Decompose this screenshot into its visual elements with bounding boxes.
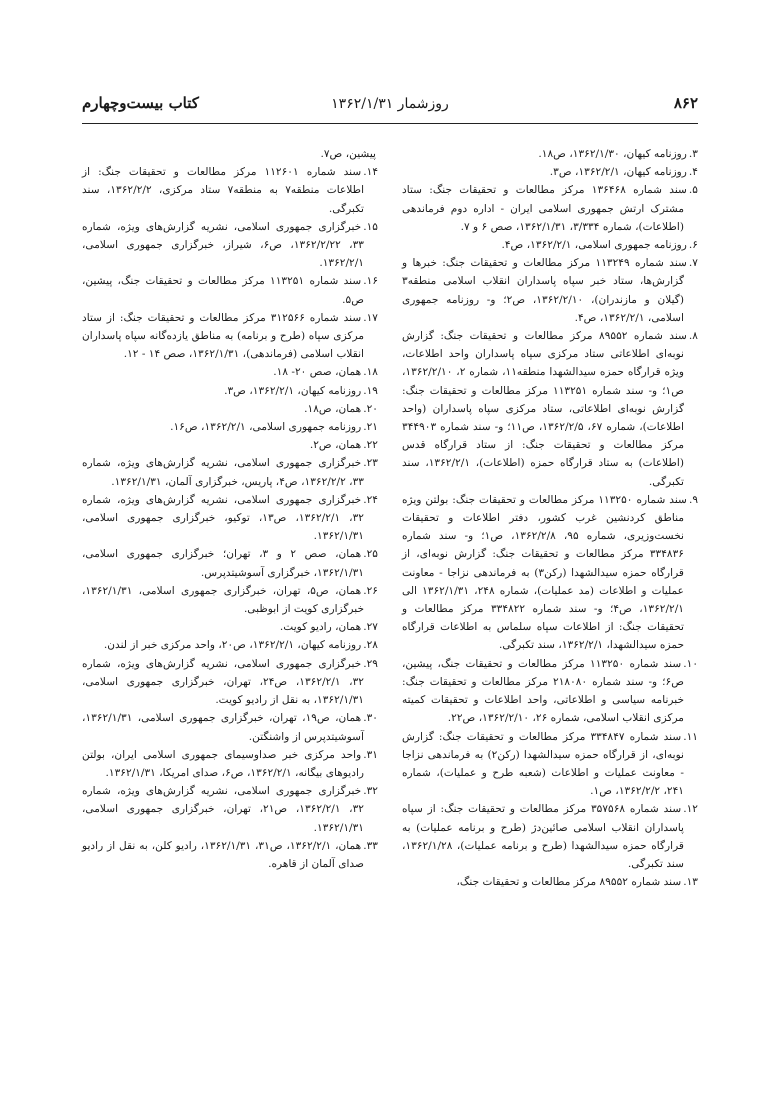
footnote-number: ۱۷.	[363, 311, 378, 324]
footnote	[402, 254, 698, 327]
footnote	[82, 382, 378, 400]
footnote	[82, 400, 378, 418]
footnote	[402, 491, 698, 655]
footnote	[402, 236, 698, 254]
footnote-number: ۴.	[688, 166, 698, 179]
footnote-number: ۲۱.	[363, 421, 378, 434]
footnote-number: ۱۲.	[683, 803, 698, 816]
footnote	[402, 181, 698, 236]
footnote	[402, 655, 698, 728]
footnote-number: ۱۹.	[363, 384, 378, 397]
footnote-text: همان، ص۱۸.	[304, 402, 362, 415]
footnote-text: خبرگزاری جمهوری اسلامی، نشریه گزارش‌های ویژه، شماره ۳۲، ۱۳۶۲/۲/۱، ص۱۳، توکیو، خبرگزاری جمهوری اسلامی، ۱۳۶۲/۱/۳۱.	[82, 493, 364, 543]
footnote-text: همان، ص۱۹، تهران، خبرگزاری جمهوری اسلامی، ۱۳۶۲/۱/۳۱، آسوشیتدپرس از واشنگتن.	[82, 712, 364, 743]
footnote	[82, 545, 378, 581]
footnote-number: ۱۵.	[363, 220, 378, 233]
footnote-number: ۲۵.	[363, 548, 378, 561]
footnote-text: واحد مرکزی خبر صداوسیمای جمهوری اسلامی ایران، بولتن رادیوهای بیگانه، ۱۳۶۲/۲/۱، ص۶، صدای امریکا، ۱۳۶۲/۱/۳۱.	[82, 748, 364, 779]
footnote-text: همان، رادیو کویت.	[279, 621, 362, 634]
footnote-number: ۲۶.	[363, 584, 378, 597]
footnote-text: سند شماره ۳۱۲۵۶۶ مرکز مطالعات و تحقیقات جنگ: از ستاد مرکزی سپاه (طرح و برنامه) به مناطق یازده‌گانه سپاه پاسداران انقلاب اسلامی (فرماندهی)، ۱۳۶۲/۱/۳۱، صص ۱۴ - ۱۲.	[82, 311, 364, 361]
footnote-text: خبرگزاری جمهوری اسلامی، نشریه گزارش‌های ویژه، شماره ۳۲، ۱۳۶۲/۲/۱، ص۲۴، تهران، خبرگزاری جمهوری اسلامی، ۱۳۶۲/۱/۳۱، به نقل از رادیو کویت.	[82, 657, 364, 707]
footnote-text: روزنامه کیهان، ۱۳۶۲/۲/۱، ص۳.	[224, 384, 362, 397]
footnote	[82, 454, 378, 490]
footnote-text: روزنامه کیهان، ۱۳۶۲/۱/۳۰، ص۱۸.	[538, 148, 687, 160]
footnote-text: سند شماره ۳۳۴۸۴۷ مرکز مطالعات و تحقیقات جنگ: گزارش نوبه‌ای، از قرارگاه حمزه سیدالشهدا (رکن۲) به فرماندهی نزاجا - معاونت عملیات و اطلاعات (شعبه طرح و عملیات)، شماره ۲۴۱، ۱۳۶۲/۲/۲، ص۱.	[402, 730, 684, 798]
footnote-text: سند شماره ۳۵۷۵۶۸ مرکز مطالعات و تحقیقات جنگ: از سپاه پاسداران انقلاب اسلامی صائین‌دژ (طرح و برنامه عملیات) به قرارگاه حمزه سیدالشهدا (طرح و برنامه عملیات)، ۱۳۶۲/۱/۲۸، سند تکبرگی.	[402, 803, 684, 870]
footnote-number: ۱۳.	[683, 876, 698, 889]
footnote	[402, 800, 698, 873]
footnote-number: ۲۰.	[363, 402, 378, 415]
footnote	[82, 782, 378, 837]
footnote-text: سند شماره ۸۹۵۵۲ مرکز مطالعات و تحقیقات جنگ: گزارش نوبه‌ای اطلاعاتی ستاد مرکزی سپاه پاسداران واحد اطلاعات، ویژه قرارگاه حمزه سیدالشهدا منطقه۱۱، شماره ۲، ۱۳۶۲/۲/۱۰، ص۱؛ و- سند شماره ۱۱۳۲۵۱ مرکز مطالعات و تحقیقات جنگ: گزارش نوبه‌ای اطلاعاتی، ستاد مرکزی سپاه پاسداران (واحد اطلاعات)، شماره ۶۷، ۱۳۶۲/۲/۵، ص۱۱؛ و- سند شماره ۳۴۴۹۰۳ مرکز مطالعات و تحقیقات جنگ: از ستاد قرارگاه قدس (اطلاعات) به ستاد قرارگاه حمزه (اطلاعات)، ۱۳۶۲/۲/۱، سند تکبرگی.	[402, 330, 687, 488]
footnote	[82, 218, 378, 273]
footnote	[82, 272, 378, 308]
footnote	[82, 418, 378, 436]
footnote	[82, 491, 378, 546]
footnote-text: همان، صص ۲ و ۳، تهران؛ خبرگزاری جمهوری اسلامی، ۱۳۶۲/۱/۳۱، خبرگزاری آسوشیتدپرس.	[82, 548, 364, 579]
footnote-number: ۲۲.	[363, 439, 378, 452]
page-number: ۸۶۲	[673, 94, 698, 112]
footnote-number: ۳۰.	[363, 712, 378, 725]
footnote	[82, 636, 378, 654]
footnote-number: ۱۴.	[363, 166, 379, 179]
footnote-number: ۳۲.	[363, 785, 378, 798]
footnote	[82, 436, 378, 454]
footnote	[82, 363, 378, 381]
footnote-text: روزنامه کیهان، ۱۳۶۲/۲/۱، ص۲۰، واحد مرکزی خبر از لندن.	[103, 639, 362, 652]
footnotes-left-column	[82, 145, 378, 873]
footnote	[402, 728, 698, 801]
footnote	[82, 746, 378, 782]
footnote-number: ۳۱.	[363, 748, 378, 761]
footnote	[82, 837, 378, 873]
running-title: روزشمار ۱۳۶۲/۱/۳۱	[331, 96, 449, 112]
footnote-text: خبرگزاری جمهوری اسلامی، نشریه گزارش‌های ویژه، شماره ۳۳، ۱۳۶۲/۲/۲۲، ص۶، شیراز، خبرگزاری جمهوری اسلامی، ۱۳۶۲/۲/۱.	[82, 220, 364, 270]
footnote	[402, 873, 698, 891]
footnote	[82, 655, 378, 710]
footnote-text: سند شماره ۱۱۳۲۵۱ مرکز مطالعات و تحقیقات جنگ، پیشین، ص۵.	[82, 275, 364, 306]
footnote-text: روزنامه جمهوری اسلامی، ۱۳۶۲/۲/۱، ص۴.	[501, 239, 687, 252]
footnote-text: روزنامه جمهوری اسلامی، ۱۳۶۲/۲/۱، ص۱۶.	[170, 421, 362, 434]
footnote-number: ۷.	[688, 257, 698, 270]
footnote-number: ۲۸.	[363, 639, 378, 652]
footnotes-right-column	[402, 145, 698, 891]
footnote-number: ۸.	[688, 330, 698, 343]
footnote-number: ۲۴.	[363, 493, 378, 506]
footnote-number: ۱۰.	[683, 657, 699, 670]
footnote	[82, 145, 378, 163]
footnote-number: ۳۳.	[363, 839, 378, 852]
footnote-number: ۱۸.	[363, 366, 378, 379]
footnote	[82, 582, 378, 618]
footnote-text: روزنامه کیهان، ۱۳۶۲/۲/۱، ص۳.	[549, 166, 687, 179]
footnote-text: سند شماره ۱۱۳۲۵۰ مرکز مطالعات و تحقیقات جنگ: بولتن ویژه مناطق کردنشین غرب کشور، دفتر اطلاعات و تحقیقات نخست‌وزیری، شماره ۹۵، ۱۳۶۲/۲/۸، ص۱؛ و- سند شماره ۳۳۴۸۳۶ مرکز مطالعات و تحقیقات جنگ: گزارش نوبه‌ای، از قرارگاه حمزه سیدالشهدا (رکن۳) به فرماندهی نزاجا - معاونت عملیات و اطلاعات (مد عملیات)، شماره ۲۴۸، ۱۳۶۲/۱/۳۱ الی ۱۳۶۲/۲/۱، ص۴؛ و- سند شماره ۳۳۴۸۲۲ مرکز مطالعات و تحقیقات جنگ: از اطلاعات سپاه سلماس به اطلاعات قرارگاه حمزه سیدالشهدا، ۱۳۶۲/۲/۱، سند تکبرگی.	[402, 493, 687, 652]
footnote-number: ۱۱.	[683, 730, 698, 743]
footnote-number: ۱۶.	[363, 275, 379, 288]
footnote-number: ۹.	[688, 493, 699, 506]
footnote-text: همان، ص۲.	[309, 439, 362, 452]
footnote-text: سند شماره ۱۱۲۶۰۱ مرکز مطالعات و تحقیقات جنگ: از اطلاعات منطقه۷ به منطقه۷ ستاد مرکزی، ۱۳۶۲/۲/۲، سند تکبرگی.	[82, 166, 365, 215]
footnote-text: همان، صص ۲۰- ۱۸.	[273, 366, 362, 379]
footnote	[82, 618, 378, 636]
footnote-number: ۳.	[688, 148, 698, 160]
footnote-text: سند شماره ۸۹۵۵۲ مرکز مطالعات و تحقیقات جنگ،	[456, 876, 682, 889]
footnote	[402, 163, 698, 181]
footnote-text: سند شماره ۱۱۳۲۵۰ مرکز مطالعات و تحقیقات جنگ، پیشین، ص۶؛ و- سند شماره ۲۱۸۰۸۰ مرکز مطالعات و تحقیقات جنگ: خبرنامه سیاسی و اطلاعاتی، واحد اطلاعات و تحقیقات کمیته مرکزی انقلاب اسلامی، شماره ۲۶، ۱۳۶۲/۲/۱۰، ص۲۲.	[402, 657, 684, 725]
footnote-number: ۲۹.	[363, 657, 378, 670]
page-header	[82, 92, 698, 120]
footnote-text: خبرگزاری جمهوری اسلامی، نشریه گزارش‌های ویژه، شماره ۳۲، ۱۳۶۲/۲/۱، ص۲۱، تهران، خبرگزاری جمهوری اسلامی، ۱۳۶۲/۱/۳۱.	[82, 785, 364, 834]
footnote-number: ۲۳.	[363, 457, 378, 470]
footnote	[82, 309, 378, 364]
footnote-text: همان، ص۵، تهران، خبرگزاری جمهوری اسلامی، ۱۳۶۲/۱/۳۱، خبرگزاری کویت از ابوظبی.	[82, 584, 364, 616]
footnote	[82, 163, 378, 218]
footnote-text: سند شماره ۱۳۶۴۶۸ مرکز مطالعات و تحقیقات جنگ: ستاد مشترک ارتش جمهوری اسلامی ایران - اداره دوم فرماندهی (اطلاعات)، شماره ۳/۳۳۴، ۱۳۶۲/۱/۳۱، صص ۶ و ۷.	[402, 184, 687, 233]
footnote-text: خبرگزاری جمهوری اسلامی، نشریه گزارش‌های ویژه، شماره ۳۳، ۱۳۶۲/۲/۲، ص۴، پاریس، خبرگزاری آلمان، ۱۳۶۲/۱/۳۱.	[82, 457, 364, 488]
footnote-text: پیشین، ص۷.	[320, 148, 376, 160]
footnote	[82, 709, 378, 745]
footnote-number: ۶.	[688, 239, 698, 252]
footnote-number: ۲۷.	[363, 621, 378, 634]
footnote-number: ۵.	[688, 184, 698, 197]
footnote	[402, 327, 698, 491]
header-rule	[82, 123, 698, 124]
footnote	[402, 145, 698, 163]
book-title: کتاب بیست‌وچهارم	[82, 94, 199, 112]
footnote-text: سند شماره ۱۱۳۲۴۹ مرکز مطالعات و تحقیقات جنگ: خبرها و گزارش‌ها، ستاد خبر سپاه پاسداران انقلاب اسلامی منطقه۳ (گیلان و مازندران)، ۱۳۶۲/۲/۱۰، ص۲؛ و- روزنامه جمهوری اسلامی، ۱۳۶۲/۲/۱، ص۴.	[402, 257, 687, 324]
footnote-text: همان، ۱۳۶۲/۲/۱، ص۳۱، ۱۳۶۲/۱/۳۱، رادیو کلن، به نقل از رادیو صدای آلمان از قاهره.	[82, 839, 364, 870]
